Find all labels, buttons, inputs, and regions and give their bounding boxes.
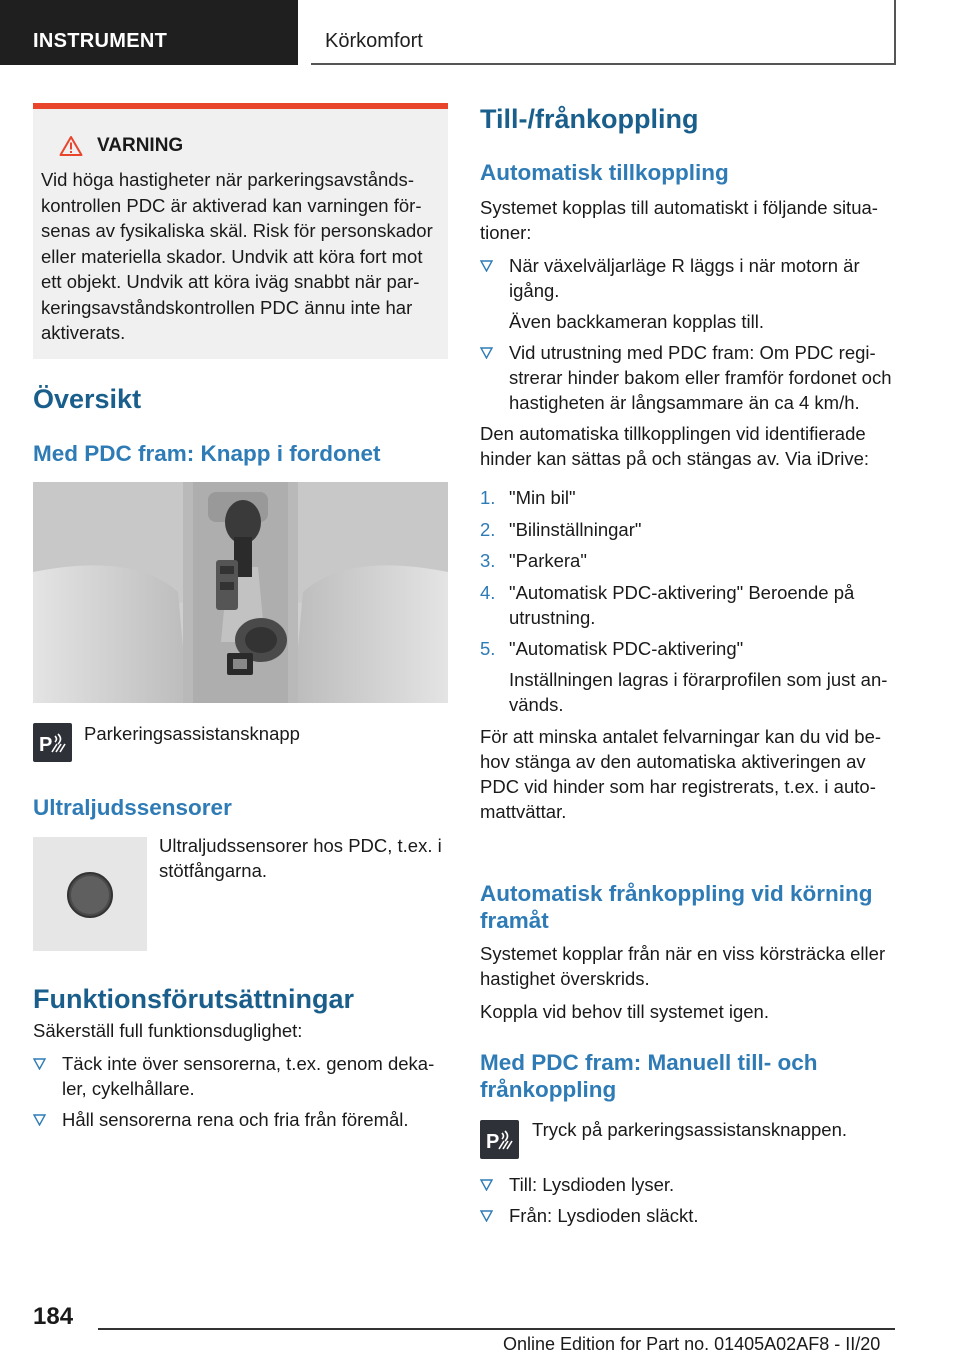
- svg-text:P: P: [485, 1130, 499, 1153]
- list-item: Täck inte över sensorerna, t.ex. genom dekaler, cykelhållare.: [33, 1051, 448, 1101]
- requirements-list: [33, 1051, 448, 1132]
- header-chapter-label: Körkomfort: [325, 30, 423, 52]
- requirements-title: Funktionsförutsättningar: [33, 984, 354, 1014]
- sensors-text: Ultraljudssensorer hos PDC, t.ex. i stötfångarna.: [159, 835, 442, 881]
- list-item: 1. "Min bil": [480, 487, 576, 508]
- header-section-label: INSTRUMENT: [33, 30, 168, 52]
- bullet-triangle-icon: [480, 346, 493, 359]
- warning-title-text: VARNING: [97, 135, 184, 156]
- bullet-triangle-icon: [33, 1113, 46, 1126]
- idrive-text: Den automatiska tillkopplingen vid identifierade hinder kan sättas på och stängas av. Via iDrive:: [480, 423, 870, 469]
- requirements-intro: Säkerställ full funktionsduglighet:: [33, 1020, 303, 1041]
- bullet-triangle-icon: [480, 1209, 493, 1222]
- list-item: 2. "Bilinställningar": [480, 518, 642, 540]
- auto-on-heading: Automatisk tillkoppling: [480, 160, 729, 185]
- button-heading: Med PDC fram: Knapp i fordonet: [33, 441, 381, 466]
- idrive-steps: [480, 485, 898, 717]
- header-section-tab: [0, 0, 298, 65]
- manual-text: Tryck på parkeringsassistansknappen.: [532, 1119, 847, 1140]
- manual-list: [480, 1172, 898, 1228]
- auto-on-intro: Systemet kopplas till automatiskt i följande situationer:: [480, 197, 878, 243]
- false-alarm-text: För att minska antalet felvarningar kan du vid behov stänga av den automatiska aktiveringen av PDC vid hinder som har registrerats, t.ex. i automattvättar.: [480, 725, 882, 822]
- page-number: 184: [33, 1303, 74, 1330]
- warning-text: Vid höga hastigheter när parkeringsavståndskontrollen PDC är aktiverad kan varningen försenas av fysikaliska skäl. Risk för personskador eller materiella skador. Undvik att köra fort mot ett objekt. Undvik att köra iväg snabbt när parkeringsavståndskontrollen PDC ännu inte har aktiverats.: [41, 169, 433, 343]
- parking-assist-button-icon: [33, 723, 72, 762]
- list-item: 4. "Automatisk PDC-aktivering" Beroende på utrustning.: [480, 581, 855, 628]
- warning-box: [33, 103, 448, 359]
- footer-edition: Online Edition for Part no. 01405A02AF8 - II/20: [503, 1334, 881, 1354]
- list-item: När växelväljarläge R läggs i när motorn är igång. Även backkameran kopplas till.: [480, 253, 898, 334]
- auto-off-heading: Automatisk frånkoppling vid körning framåt: [480, 881, 873, 933]
- list-item: Från: Lysdioden släckt.: [480, 1203, 898, 1228]
- auto-on-list: [480, 253, 898, 415]
- list-item: 3. "Parkera": [480, 550, 587, 571]
- list-item: Till: Lysdioden lyser.: [480, 1172, 898, 1197]
- onoff-title: Till-/frånkoppling: [480, 104, 699, 134]
- sensor-image: [33, 837, 147, 951]
- bullet-triangle-icon: [480, 259, 493, 272]
- warning-title: [59, 135, 436, 157]
- sensors-heading: Ultraljudssensorer: [33, 795, 232, 820]
- svg-text:P: P: [38, 733, 52, 756]
- list-item: Vid utrustning med PDC fram: Om PDC registrerar hinder bakom eller framför fordonet och hastigheten är långsammare än ca 4 km/h.: [480, 340, 898, 415]
- bullet-triangle-icon: [33, 1057, 46, 1070]
- parking-assist-button-icon: [480, 1120, 519, 1159]
- button-caption: Parkeringsassistansknapp: [84, 723, 300, 744]
- list-item: 5. "Automatisk PDC-aktivering" Inställningen lagras i förarprofilen som just används.: [480, 638, 888, 715]
- auto-off-text-1: Systemet kopplar från när en viss körsträcka eller hastighet överskrids.: [480, 943, 886, 989]
- manual-heading: Med PDC fram: Manuell till- och frånkoppling: [480, 1050, 818, 1102]
- footer-divider: [98, 1328, 895, 1330]
- overview-title: Översikt: [33, 384, 142, 414]
- header-chapter-tab: [311, 0, 896, 65]
- bullet-triangle-icon: [480, 1178, 493, 1191]
- list-item: Håll sensorerna rena och fria från föremål.: [33, 1107, 448, 1132]
- center-console-photo: [33, 482, 448, 703]
- warning-triangle-icon: [59, 135, 83, 157]
- auto-off-text-2: Koppla vid behov till systemet igen.: [480, 1001, 769, 1022]
